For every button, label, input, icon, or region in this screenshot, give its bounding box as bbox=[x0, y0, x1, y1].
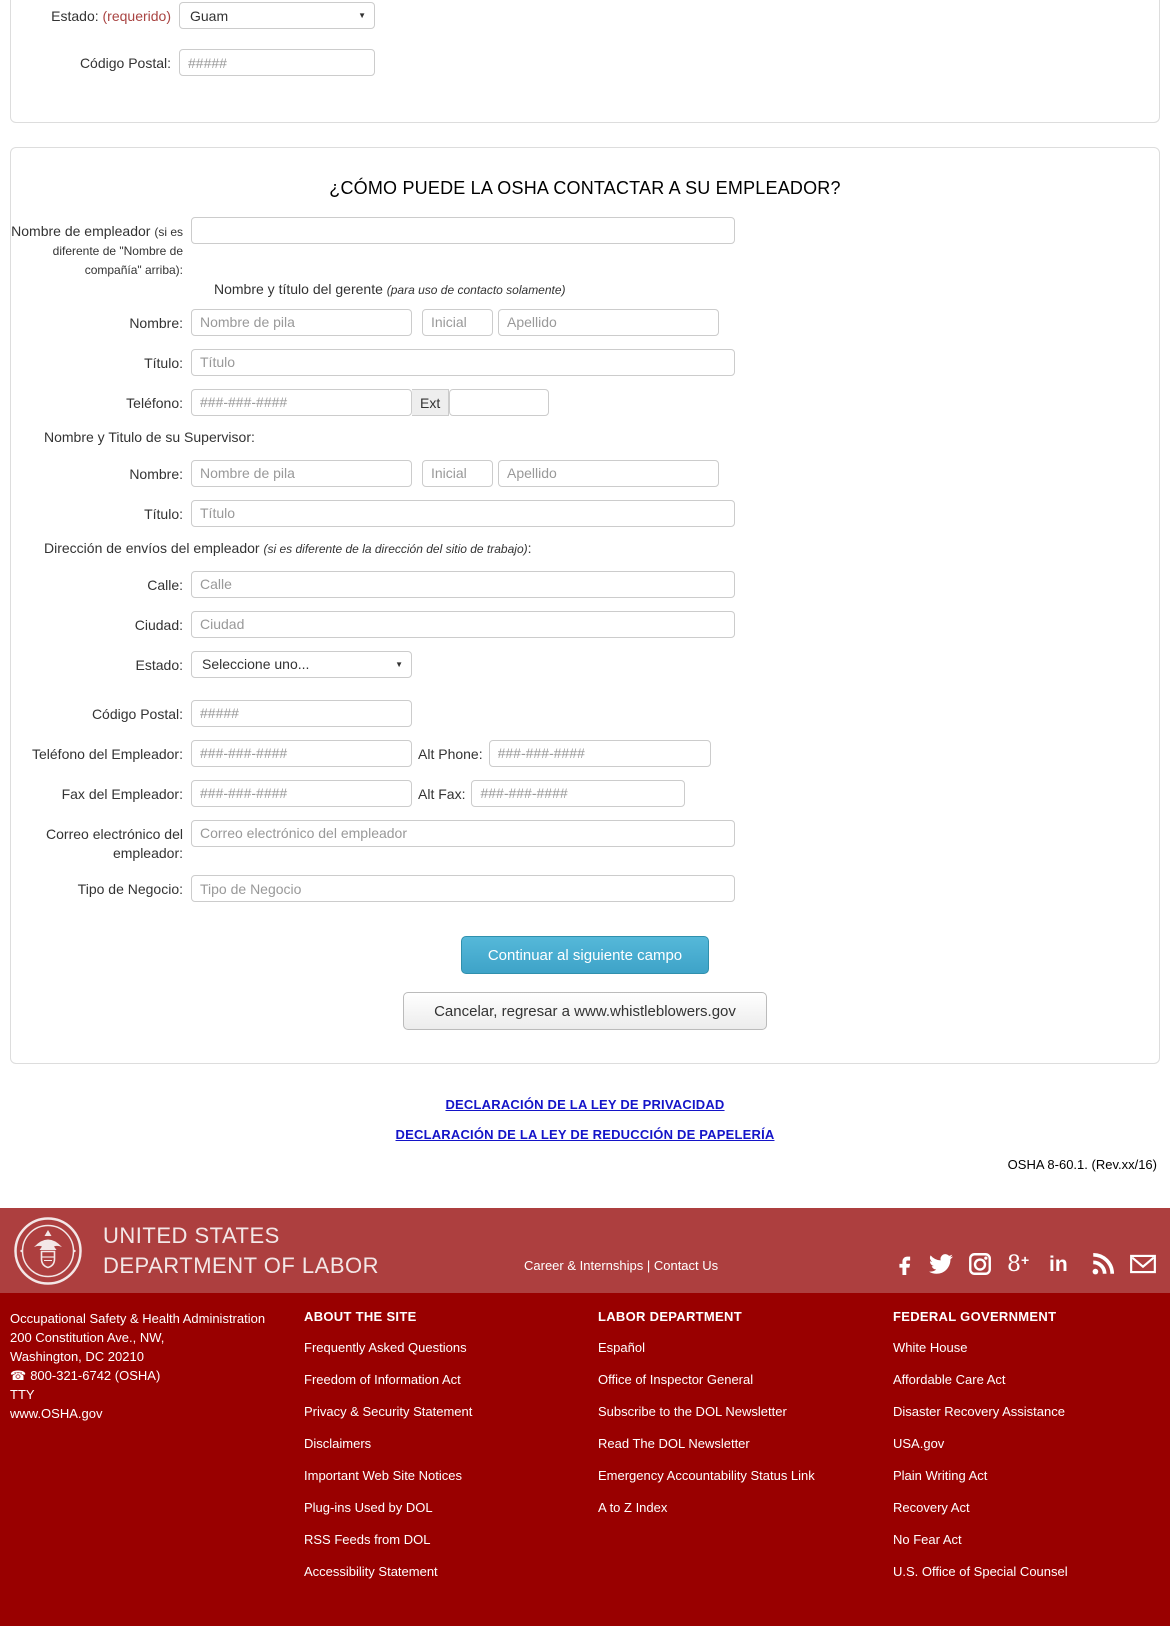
employer-email-label: Correo electrónico del empleador: bbox=[46, 825, 183, 861]
employer-name-label: Nombre de empleador (si es diferente de "Nombre de compañía" arriba): bbox=[11, 223, 183, 277]
supervisor-nombre-label: Nombre: bbox=[129, 465, 183, 482]
codigo-postal-input[interactable] bbox=[179, 49, 375, 76]
business-type-input[interactable] bbox=[191, 875, 735, 902]
supervisor-first-name-input[interactable] bbox=[191, 460, 412, 487]
manager-ext-input[interactable] bbox=[449, 389, 549, 416]
supervisor-last-name-input[interactable] bbox=[498, 460, 719, 487]
svg-text:8: 8 bbox=[1007, 1251, 1021, 1277]
manager-last-name-input[interactable] bbox=[498, 309, 719, 336]
estado-select[interactable] bbox=[179, 2, 375, 29]
phone-icon: ☎ bbox=[10, 1368, 27, 1384]
supervisor-titulo-label: Título: bbox=[144, 505, 183, 522]
footer-link[interactable]: Disclaimers bbox=[304, 1436, 372, 1452]
footer-link[interactable]: No Fear Act bbox=[893, 1532, 962, 1548]
agency-name: Occupational Safety & Health Administration bbox=[10, 1311, 266, 1327]
calle-label: Calle: bbox=[147, 576, 183, 593]
footer-link[interactable]: Plain Writing Act bbox=[893, 1468, 988, 1484]
about-heading: ABOUT THE SITE bbox=[304, 1309, 417, 1325]
codigo-postal-label: Código Postal: bbox=[79, 55, 171, 71]
footer-link[interactable]: White House bbox=[893, 1340, 968, 1356]
agency-tty: TTY bbox=[10, 1387, 35, 1403]
footer-link[interactable]: Subscribe to the DOL Newsletter bbox=[598, 1404, 787, 1420]
calle-input[interactable] bbox=[191, 571, 735, 598]
employer-phone-input[interactable] bbox=[191, 740, 412, 767]
social-icons bbox=[893, 1251, 1157, 1277]
contact-us-link[interactable]: Contact Us bbox=[653, 1258, 719, 1274]
footer-link[interactable]: Recovery Act bbox=[893, 1500, 970, 1516]
estado-select-value: Guam bbox=[190, 7, 229, 24]
career-internships-link[interactable]: Career & Internships bbox=[524, 1258, 644, 1274]
manager-telefono-label: Teléfono: bbox=[126, 394, 183, 411]
email-icon[interactable] bbox=[1129, 1251, 1157, 1277]
footer-link[interactable]: RSS Feeds from DOL bbox=[304, 1532, 431, 1548]
employer-fax-input[interactable] bbox=[191, 780, 412, 807]
supervisor-titulo-input[interactable] bbox=[191, 500, 735, 527]
agency-address1: 200 Constitution Ave., NW, bbox=[10, 1330, 165, 1346]
footer-link[interactable]: Important Web Site Notices bbox=[304, 1468, 462, 1484]
ciudad-input[interactable] bbox=[191, 611, 735, 638]
footer-link[interactable]: Plug-ins Used by DOL bbox=[304, 1500, 433, 1516]
manager-phone-input[interactable] bbox=[191, 389, 412, 416]
manager-initial-input[interactable] bbox=[422, 309, 493, 336]
labor-heading: LABOR DEPARTMENT bbox=[598, 1309, 742, 1325]
employer-name-input[interactable] bbox=[191, 217, 735, 244]
svg-text:+: + bbox=[1021, 1251, 1030, 1268]
footer-link[interactable]: Español bbox=[598, 1340, 645, 1356]
alt-fax-label: Alt Fax: bbox=[418, 785, 466, 802]
footer-link[interactable]: Frequently Asked Questions bbox=[304, 1340, 467, 1356]
footer-link[interactable]: U.S. Office of Special Counsel bbox=[893, 1564, 1068, 1580]
continue-button[interactable]: Continuar al siguiente campo bbox=[461, 936, 709, 974]
agency-address2: Washington, DC 20210 bbox=[10, 1349, 144, 1365]
labor-department-column bbox=[598, 1309, 893, 1596]
footer-link[interactable]: USA.gov bbox=[893, 1436, 945, 1452]
linkedin-icon[interactable] bbox=[1049, 1251, 1077, 1277]
dol-footer bbox=[0, 1208, 1170, 1626]
twitter-icon[interactable] bbox=[928, 1251, 954, 1277]
mailing-codigo-postal-input[interactable] bbox=[191, 700, 412, 727]
footer-link[interactable]: Privacy & Security Statement bbox=[304, 1404, 473, 1420]
chevron-down-icon: ▼ bbox=[395, 659, 403, 669]
footer-link[interactable]: A to Z Index bbox=[598, 1500, 668, 1516]
manager-nombre-label: Nombre: bbox=[129, 314, 183, 331]
footer-link[interactable]: Affordable Care Act bbox=[893, 1372, 1006, 1388]
worksite-address-panel bbox=[10, 0, 1160, 123]
about-the-site-column bbox=[304, 1309, 598, 1596]
career-contact-links: Career & Internships | Contact Us bbox=[524, 1258, 719, 1274]
employer-email-input[interactable] bbox=[191, 820, 735, 847]
required-indicator: (requerido) bbox=[102, 8, 171, 24]
agency-phone-line: ☎ 800-321-6742 (OSHA) bbox=[10, 1368, 161, 1384]
manager-titulo-label: Título: bbox=[144, 354, 183, 371]
agency-info-column bbox=[10, 1309, 304, 1596]
chevron-down-icon: ▼ bbox=[358, 11, 366, 20]
footer-masthead bbox=[0, 1208, 1170, 1293]
paperwork-reduction-link[interactable]: DECLARACIÓN DE LA LEY DE REDUCCIÓN DE PAPELERÍA bbox=[395, 1127, 775, 1143]
google-plus-icon[interactable] bbox=[1006, 1251, 1036, 1277]
agency-website-link[interactable]: www.OSHA.gov bbox=[10, 1406, 103, 1422]
footer-link[interactable]: Accessibility Statement bbox=[304, 1564, 438, 1580]
ext-addon-label: Ext bbox=[412, 389, 449, 416]
mailing-codigo-postal-label: Código Postal: bbox=[91, 705, 183, 722]
facebook-icon[interactable] bbox=[893, 1251, 915, 1277]
ciudad-label: Ciudad: bbox=[134, 616, 183, 633]
manager-titulo-input[interactable] bbox=[191, 349, 735, 376]
alt-fax-input[interactable] bbox=[471, 780, 685, 807]
employer-contact-panel bbox=[10, 147, 1160, 1064]
instagram-icon[interactable] bbox=[967, 1251, 993, 1277]
business-type-label: Tipo de Negocio: bbox=[77, 881, 183, 898]
manager-heading: Nombre y título del gerente (para uso de contacto solamente) bbox=[214, 280, 566, 297]
alt-phone-label: Alt Phone: bbox=[418, 745, 483, 762]
footer-link-columns bbox=[0, 1293, 1170, 1626]
supervisor-heading: Nombre y Titulo de su Supervisor: bbox=[44, 428, 255, 445]
rss-icon[interactable] bbox=[1090, 1251, 1116, 1277]
privacy-act-link[interactable]: DECLARACIÓN DE LA LEY DE PRIVACIDAD bbox=[445, 1097, 725, 1113]
mailing-estado-select[interactable] bbox=[191, 651, 412, 678]
manager-first-name-input[interactable] bbox=[191, 309, 412, 336]
federal-heading: FEDERAL GOVERNMENT bbox=[893, 1309, 1057, 1325]
dol-seal-logo bbox=[13, 1216, 83, 1286]
federal-government-column bbox=[893, 1309, 1160, 1596]
dol-brand-name: UNITED STATES DEPARTMENT OF LABOR bbox=[103, 1223, 379, 1278]
footer-link[interactable]: Office of Inspector General bbox=[598, 1372, 754, 1388]
footer-link[interactable]: Read The DOL Newsletter bbox=[598, 1436, 750, 1452]
cancel-button[interactable]: Cancelar, regresar a www.whistleblowers.gov bbox=[403, 992, 767, 1030]
supervisor-initial-input[interactable] bbox=[422, 460, 493, 487]
footer-link[interactable]: Freedom of Information Act bbox=[304, 1372, 461, 1388]
estado-label: Estado: (requerido) bbox=[51, 8, 171, 24]
statement-links bbox=[0, 1097, 1170, 1142]
section-title: ¿CÓMO PUEDE LA OSHA CONTACTAR A SU EMPLEADOR? bbox=[329, 178, 841, 198]
footer-link[interactable]: Emergency Accountability Status Link bbox=[598, 1468, 815, 1484]
mailing-estado-label: Estado: bbox=[135, 656, 183, 673]
footer-link[interactable]: Disaster Recovery Assistance bbox=[893, 1404, 1065, 1420]
mailing-address-heading: Dirección de envíos del empleador (si es diferente de la dirección del sitio de trabajo): bbox=[44, 539, 532, 556]
alt-phone-input[interactable] bbox=[489, 740, 711, 767]
mailing-estado-select-value: Seleccione uno... bbox=[202, 656, 310, 673]
form-number: OSHA 8-60.1. (Rev.xx/16) bbox=[1007, 1157, 1157, 1173]
employer-phone-label: Teléfono del Empleador: bbox=[32, 745, 183, 762]
employer-fax-label: Fax del Empleador: bbox=[61, 785, 183, 802]
svg-text:in: in bbox=[1049, 1252, 1068, 1276]
